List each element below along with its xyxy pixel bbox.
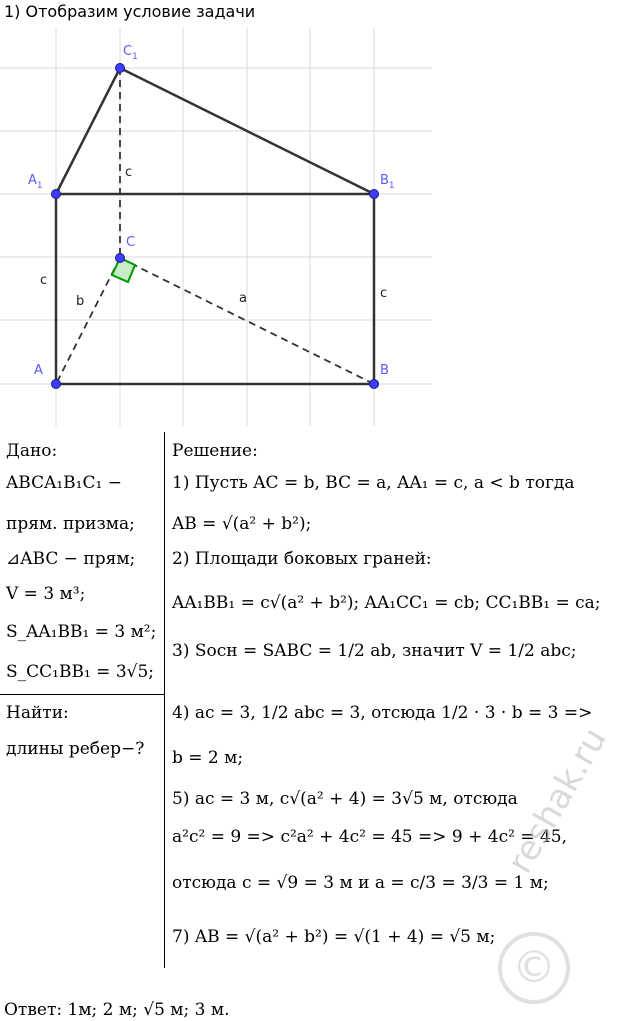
solid-edges [56,68,374,384]
edge-label-left-c: c [40,273,48,288]
label-b1: $B_1$ [380,173,395,191]
find-header: Найти: [6,703,69,723]
solution-header: Решение: [172,441,258,461]
find-line-1: длины ребер−? [6,739,145,759]
solution-step-5b: a²c² = 9 => c²a² + 4c² = 45 => 9 + 4c² = 45, [172,827,568,847]
edge-label-right-c: c [380,286,388,301]
section-title: 1) Отобразим условие задачи [4,2,256,21]
right-angle-marker [112,258,135,282]
given-find-divider [0,694,165,695]
solution-step-3: 3) Sосн = SABC = 1/2 ab, значит V = 1/2 abc; [172,641,577,661]
label-a1: $A_1$ [28,173,43,191]
label-a: A [34,363,43,378]
solution-step-2a: 2) Площади боковых граней: [172,549,432,569]
solution-step-2b: AA₁BB₁ = c√(a² + b²); AA₁CC₁ = cb; CC₁BB₁ = ca; [172,593,601,613]
label-c: C [126,235,136,250]
given-line-2: прям. призма; [6,514,135,534]
column-divider [164,432,165,968]
given-line-5: S_AA₁BB₁ = 3 м²; [6,622,157,642]
given-line-1: ABCA₁B₁C₁ − [6,473,122,493]
solution-step-1b: AB = √(a² + b²); [172,514,312,534]
vertex-points [52,64,379,389]
edge-label-b: b [76,294,85,309]
watermark-text: reshak.ru [500,721,615,880]
solution-step-5c: отсюда c = √9 = 3 м и a = c/3 = 3/3 = 1 м; [172,873,549,893]
copyright-icon: © [498,932,570,1004]
given-line-6: S_CC₁BB₁ = 3√5; [6,662,155,682]
solution-step-4b: b = 2 м; [172,748,244,768]
given-line-3: ⊿ABC − прям; [6,549,136,569]
label-b: B [380,363,389,378]
answer-line: Ответ: 1м; 2 м; √5 м; 3 м. [4,1000,230,1020]
solution-step-1a: 1) Пусть AC = b, BC = a, AA₁ = c, a < b тогда [172,473,575,493]
solution-step-7: 7) AB = √(a² + b²) = √(1 + 4) = √5 м; [172,927,496,947]
edge-label-a: a [239,291,247,306]
edge-label-cc1: c [125,165,133,180]
label-c1: $C_1$ [123,44,138,62]
solution-step-4a: 4) ac = 3, 1/2 abc = 3, отсюда 1/2 · 3 · b = 3 => [172,703,593,723]
given-line-4: V = 3 м³; [6,584,86,604]
solution-step-5a: 5) ac = 3 м, c√(a² + 4) = 3√5 м, отсюда [172,789,518,809]
prism-diagram [0,28,432,426]
given-header: Дано: [6,441,58,461]
